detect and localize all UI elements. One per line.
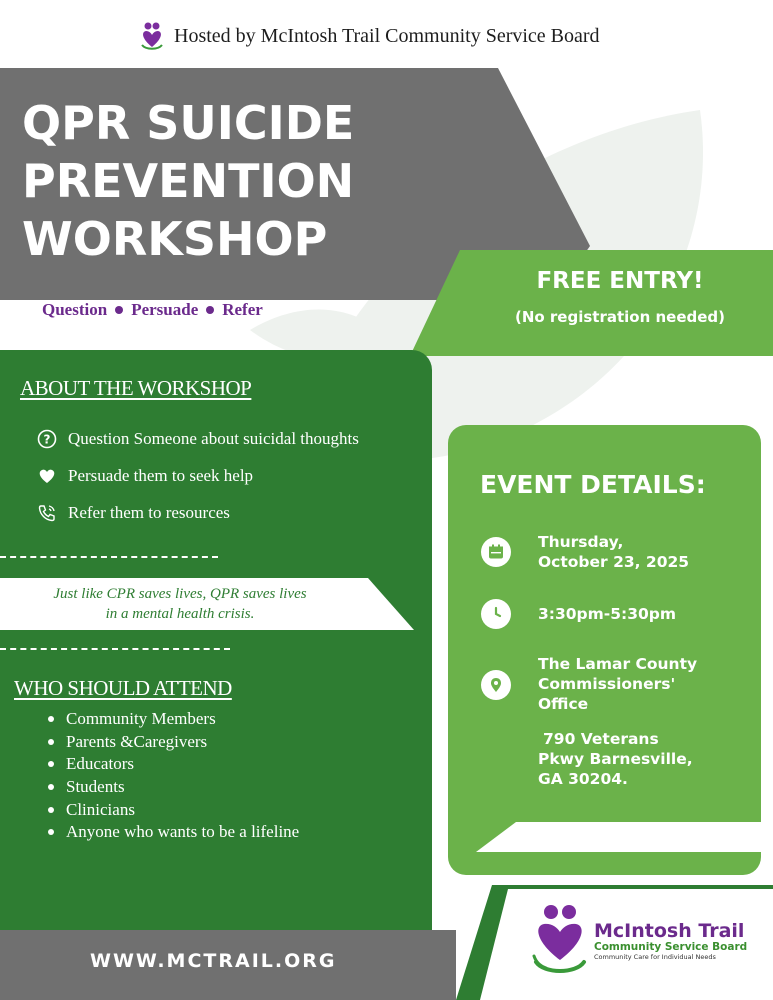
free-entry-title: FREE ENTRY! [536,268,704,294]
event-heading: EVENT DETAILS: [480,470,706,499]
event-venue-line-1: The Lamar County [538,655,698,673]
dashed-divider [0,648,230,650]
about-list [36,420,426,531]
event-address-line-3: GA 30204. [538,770,628,788]
event-venue [538,654,697,714]
mctrail-logo [530,902,747,980]
about-item-label: Persuade them to seek help [68,465,254,485]
website-link[interactable]: WWW.MCTRAIL.ORG [90,950,337,972]
free-entry-band [410,250,773,356]
host-text: Hosted by McIntosh Trail Community Service Board [174,24,600,47]
about-item-persuade [36,457,426,494]
tagline-question: Question [42,300,108,319]
dashed-divider [0,556,218,558]
tagline-refer: Refer [222,300,263,319]
cpr-quote [20,584,340,624]
phone-icon [36,502,58,524]
list-item: Community Members [48,708,299,731]
heart-icon [36,465,58,487]
about-item-question [36,420,426,457]
question-icon [36,428,58,450]
event-time: 3:30pm-5:30pm [538,605,677,623]
event-address [538,729,693,789]
quote-line-2: in a mental health crisis. [105,606,255,622]
about-heading: ABOUT THE WORKSHOP [20,376,252,400]
event-date-line-2: October 23, 2025 [538,553,690,571]
tagline-bullet [206,306,214,314]
event-date [538,532,689,572]
calendar-icon [481,537,511,567]
about-item-refer [36,494,426,531]
clock-icon [481,599,511,629]
about-item-label: Question Someone about suicidal thoughts [68,428,359,448]
list-item: Anyone who wants to be a lifeline [48,821,299,844]
mctrail-logo-icon [140,21,164,51]
host-banner [140,16,600,56]
title-line-2: PREVENTION [22,154,355,208]
workshop-title [22,94,502,268]
logo-subtitle: Community Service Board [594,940,748,953]
mctrail-logo-mark-icon [530,902,590,980]
who-list [48,708,299,844]
event-address-line-1: 790 Veterans [543,730,659,748]
title-line-1: QPR SUICIDE [22,96,355,150]
event-venue-line-3: Office [538,695,589,713]
qpr-tagline [42,300,263,320]
list-item: Parents &Caregivers [48,731,299,754]
svg-text:?: ? [43,432,51,446]
title-line-3: WORKSHOP [22,212,328,266]
quote-line-1: Just like CPR saves lives, QPR saves lives [53,586,307,602]
list-item: Educators [48,753,299,776]
logo-name: McIntosh Trail [594,919,745,942]
tagline-persuade: Persuade [131,300,199,319]
about-item-label: Refer them to resources [68,502,230,522]
tagline-bullet [115,306,123,314]
event-date-line-1: Thursday, [538,533,624,551]
event-address-line-2: Pkwy Barnesville, [538,750,693,768]
event-venue-line-2: Commissioners' [538,675,676,693]
event-card-fold [476,822,761,852]
logo-tagline: Community Care for Individual Needs [594,952,716,961]
free-entry-subtitle: (No registration needed) [514,308,726,326]
who-heading: WHO SHOULD ATTEND [14,676,232,700]
list-item: Clinicians [48,798,299,821]
list-item: Students [48,776,299,799]
location-pin-icon [481,670,511,700]
